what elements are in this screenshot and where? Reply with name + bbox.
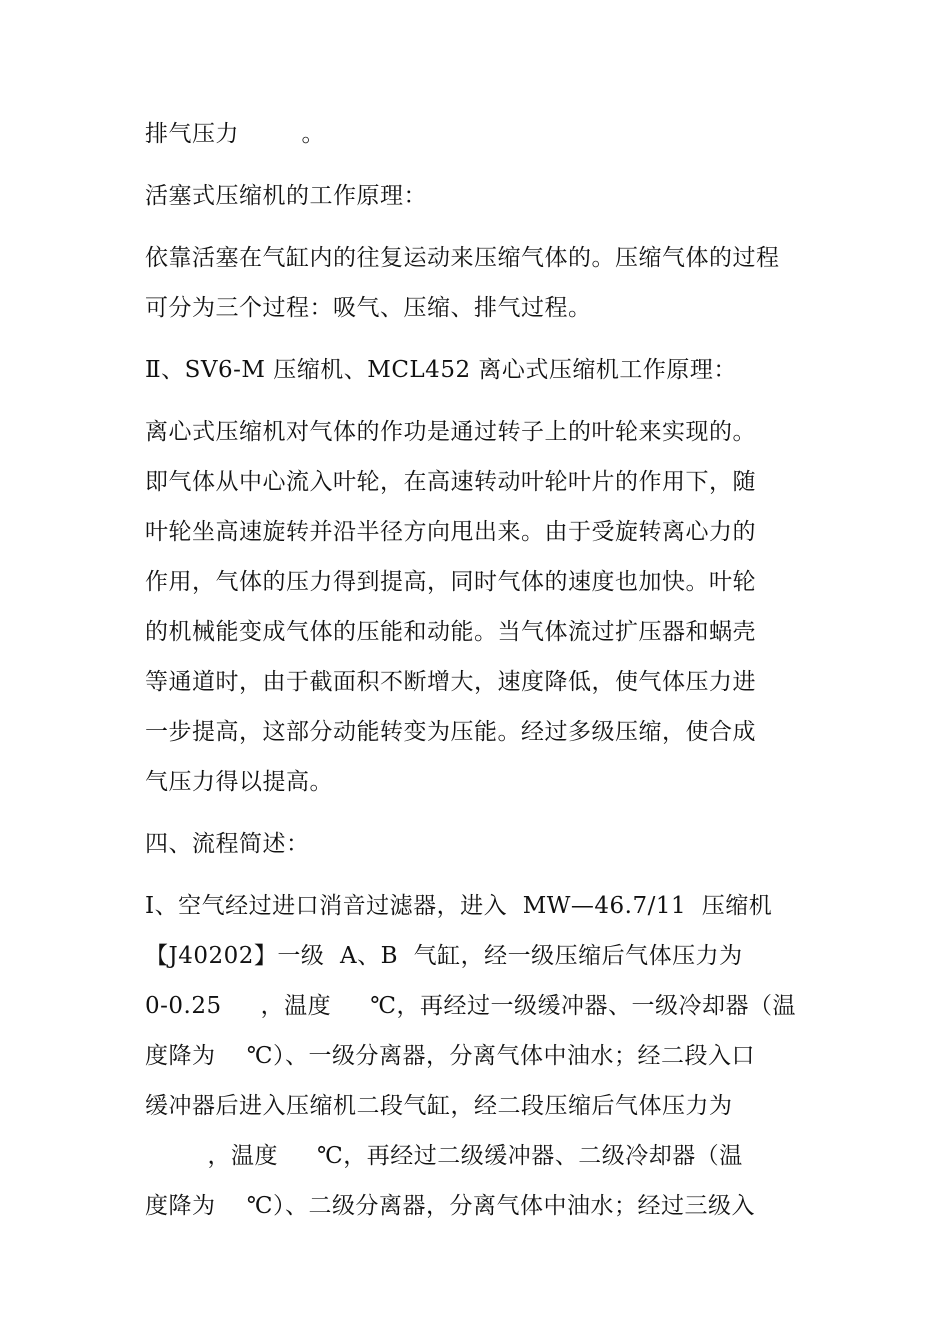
text-line: 【J40202】一级 A、B 气缸，经一级压缩后气体压力为 (145, 943, 743, 969)
text-line: 依靠活塞在气缸内的往复运动来压缩气体的。压缩气体的过程 (145, 245, 780, 271)
text-line: 气压力得以提高。 (145, 769, 333, 795)
text-line: 可分为三个过程：吸气、压缩、排气过程。 (145, 295, 592, 321)
text-line: Ⅰ、空气经过进口消音过滤器，进入 MW—46.7/11 压缩机 (145, 893, 773, 919)
text-line: 一步提高，这部分动能转变为压能。经过多级压缩，使合成 (145, 719, 756, 745)
text-line: ，温度 ℃，再经过二级缓冲器、二级冷却器（温 (145, 1143, 743, 1169)
text-line: 即气体从中心流入叶轮，在高速转动叶轮叶片的作用下，随 (145, 469, 756, 495)
text-line: 的机械能变成气体的压能和动能。当气体流过扩压器和蜗壳 (145, 619, 756, 645)
text-line: 0-0.25 ，温度 ℃，再经过一级缓冲器、一级冷却器（温 (145, 993, 796, 1019)
text-line: 度降为 ℃）、一级分离器，分离气体中油水；经二段入口 (145, 1043, 755, 1069)
text-line: 排气压力 。 (145, 121, 325, 147)
section-heading: Ⅱ、SV6-M 压缩机、MCL452 离心式压缩机工作原理： (145, 357, 737, 383)
text-line: 作用，气体的压力得到提高，同时气体的速度也加快。叶轮 (145, 569, 756, 595)
section-heading: 活塞式压缩机的工作原理： (145, 183, 427, 209)
text-line: 缓冲器后进入压缩机二段气缸，经二段压缩后气体压力为 (145, 1093, 733, 1119)
section-heading: 四、流程简述： (145, 831, 310, 857)
text-line: 等通道时，由于截面积不断增大，速度降低，使气体压力进 (145, 669, 756, 695)
text-line: 叶轮坐高速旋转并沿半径方向甩出来。由于受旋转离心力的 (145, 519, 756, 545)
text-line: 度降为 ℃）、二级分离器，分离气体中油水；经过三级入 (145, 1193, 755, 1219)
text-line: 离心式压缩机对气体的作功是通过转子上的叶轮来实现的。 (145, 419, 756, 445)
